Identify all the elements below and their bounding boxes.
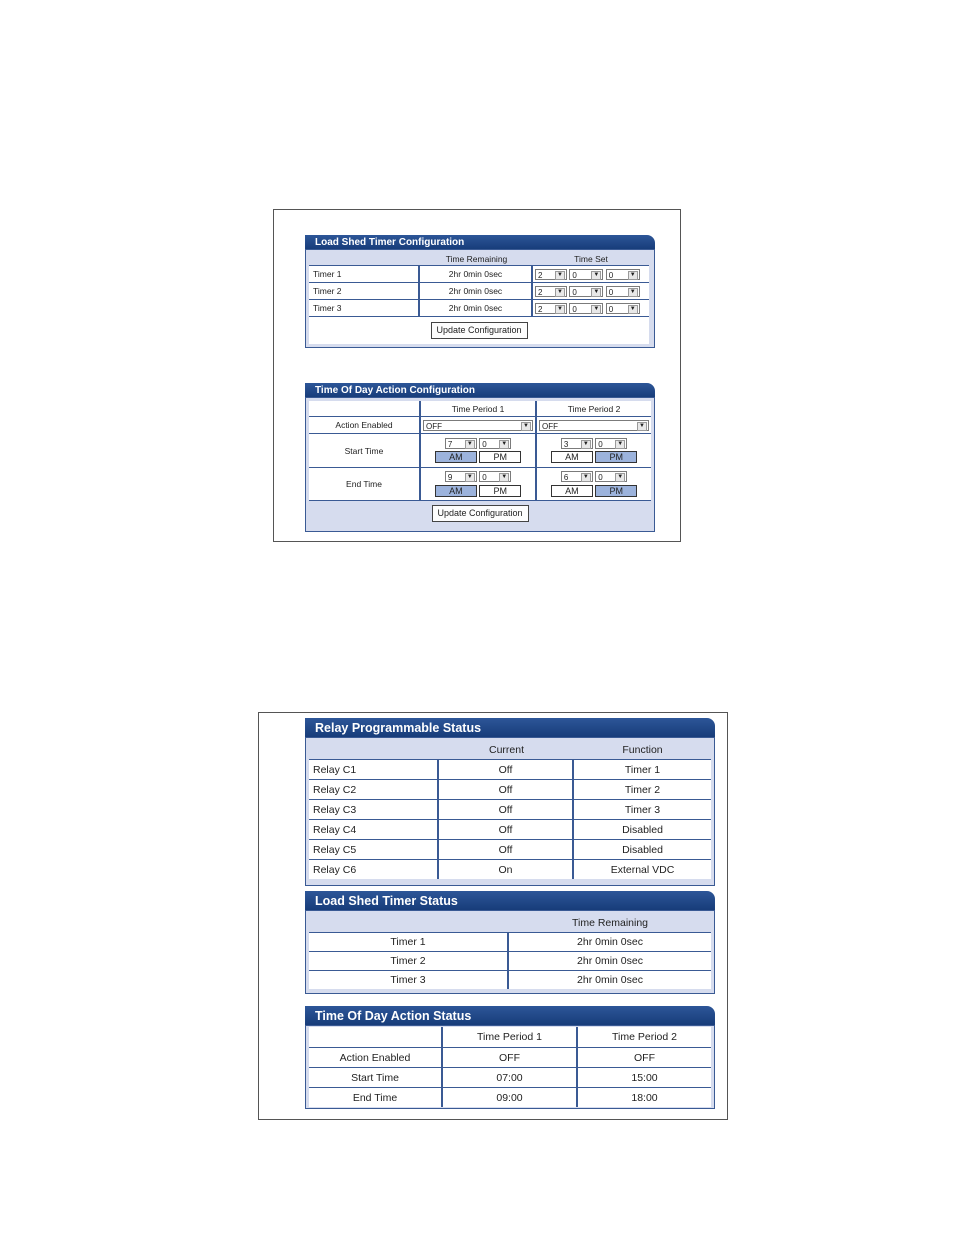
period2-end-am-button[interactable]: AM	[551, 485, 593, 497]
period2-start-hour-select[interactable]: 3 ▼	[561, 438, 593, 449]
table-row	[309, 819, 711, 839]
relay-function: Timer 1	[574, 759, 711, 779]
period1-value: OFF	[443, 1047, 578, 1067]
panel-title: Load Shed Timer Configuration	[305, 235, 655, 250]
row-label-action-enabled: Action Enabled	[309, 416, 421, 433]
panel-title: Load Shed Timer Status	[305, 891, 715, 911]
chevron-down-icon: ▼	[628, 271, 638, 280]
chevron-down-icon: ▼	[628, 288, 638, 297]
period1-end-pm-button[interactable]: PM	[479, 485, 521, 497]
chevron-down-icon: ▼	[499, 473, 509, 482]
relay-function: Timer 2	[574, 779, 711, 799]
relay-label: Relay C1	[309, 759, 439, 779]
table-row	[309, 759, 711, 779]
table-row	[309, 265, 649, 282]
table-row	[309, 1087, 711, 1107]
chevron-down-icon: ▼	[555, 305, 565, 314]
period1-start-hour-select[interactable]: 7 ▼	[445, 438, 477, 449]
timer-remaining: 2hr 0min 0sec	[420, 299, 533, 316]
period1-start-minute-select[interactable]: 0 ▼	[479, 438, 511, 449]
col-current: Current	[488, 744, 524, 756]
chevron-down-icon: ▼	[591, 288, 601, 297]
table-row	[309, 839, 711, 859]
relay-current: Off	[439, 799, 574, 819]
relay-label: Relay C4	[309, 819, 439, 839]
load-shed-timer-status-panel	[305, 891, 715, 994]
relay-label: Relay C3	[309, 799, 439, 819]
table-row	[309, 1047, 711, 1067]
table-row	[309, 467, 651, 500]
table-row	[309, 433, 651, 467]
table-row	[309, 416, 651, 433]
chevron-down-icon: ▼	[555, 288, 565, 297]
relay-label: Relay C2	[309, 779, 439, 799]
relay-current: Off	[439, 839, 574, 859]
table-row	[309, 282, 649, 299]
relay-current: Off	[439, 759, 574, 779]
period1-value: 09:00	[443, 1087, 578, 1107]
col-time-period-2: Time Period 2	[578, 1027, 711, 1047]
relay-status-panel	[305, 718, 715, 886]
timer2-hours-select[interactable]: 2 ▼	[535, 286, 567, 297]
chevron-down-icon: ▼	[591, 271, 601, 280]
update-configuration-button[interactable]: Update Configuration	[432, 505, 529, 522]
period2-start-minute-select[interactable]: 0 ▼	[595, 438, 627, 449]
relay-current: Off	[439, 779, 574, 799]
timer-remaining: 2hr 0min 0sec	[509, 970, 711, 989]
tod-action-config-panel	[305, 383, 655, 532]
period1-end-am-button[interactable]: AM	[435, 485, 477, 497]
period2-value: 18:00	[578, 1087, 711, 1107]
timer-remaining: 2hr 0min 0sec	[420, 265, 533, 282]
col-time-set: Time Set	[574, 253, 608, 264]
row-label: Start Time	[309, 1067, 443, 1087]
period1-end-minute-select[interactable]: 0 ▼	[479, 471, 511, 482]
col-time-period-1: Time Period 1	[421, 401, 537, 416]
chevron-down-icon: ▼	[465, 440, 475, 449]
period2-value: OFF	[578, 1047, 711, 1067]
chevron-down-icon: ▼	[615, 440, 625, 449]
period1-value: 07:00	[443, 1067, 578, 1087]
period2-start-pm-button[interactable]: PM	[595, 451, 637, 463]
panel-title: Time Of Day Action Status	[305, 1006, 715, 1026]
period2-end-pm-button[interactable]: PM	[595, 485, 637, 497]
timer-config-table	[309, 252, 649, 344]
chevron-down-icon: ▼	[591, 305, 601, 314]
relay-label: Relay C6	[309, 859, 439, 879]
chevron-down-icon: ▼	[581, 473, 591, 482]
chevron-down-icon: ▼	[637, 422, 647, 431]
tod-status-table	[309, 1027, 711, 1107]
timer3-hours-select[interactable]: 2 ▼	[535, 303, 567, 314]
timer-label: Timer 1	[309, 265, 420, 282]
chevron-down-icon: ▼	[615, 473, 625, 482]
relay-function: Disabled	[574, 839, 711, 859]
timer1-minutes-select[interactable]: 0 ▼	[569, 269, 603, 280]
col-function: Function	[622, 744, 663, 756]
col-time-remaining: Time Remaining	[571, 917, 649, 929]
status-screenshot-frame	[258, 712, 728, 1120]
update-configuration-button[interactable]: Update Configuration	[431, 322, 528, 339]
relay-current: Off	[439, 819, 574, 839]
relay-label: Relay C5	[309, 839, 439, 859]
tod-config-table	[309, 401, 651, 526]
timer-remaining: 2hr 0min 0sec	[509, 932, 711, 951]
table-row	[309, 1067, 711, 1087]
tod-action-status-panel	[305, 1006, 715, 1109]
period1-action-select[interactable]: OFF ▼	[423, 420, 533, 431]
chevron-down-icon: ▼	[555, 271, 565, 280]
period2-end-minute-select[interactable]: 0 ▼	[595, 471, 627, 482]
timer2-minutes-select[interactable]: 0 ▼	[569, 286, 603, 297]
row-label-start-time: Start Time	[309, 433, 421, 467]
load-shed-timer-config-panel	[305, 235, 655, 348]
row-label: End Time	[309, 1087, 443, 1107]
timer3-minutes-select[interactable]: 0 ▼	[569, 303, 603, 314]
table-row	[309, 299, 649, 316]
period2-value: 15:00	[578, 1067, 711, 1087]
period1-start-am-button[interactable]: AM	[435, 451, 477, 463]
period1-start-pm-button[interactable]: PM	[479, 451, 521, 463]
chevron-down-icon: ▼	[628, 305, 638, 314]
period1-end-hour-select[interactable]: 9 ▼	[445, 471, 477, 482]
period2-action-select[interactable]: OFF ▼	[539, 420, 649, 431]
timer-label: Timer 2	[309, 282, 420, 299]
relay-current: On	[439, 859, 574, 879]
relay-function: Disabled	[574, 819, 711, 839]
relay-function: Timer 3	[574, 799, 711, 819]
table-row	[309, 859, 711, 879]
config-screenshot-frame	[273, 209, 681, 542]
timer-status-table	[309, 914, 711, 989]
timer2-seconds-select[interactable]: 0 ▼	[606, 286, 640, 297]
panel-title: Relay Programmable Status	[305, 718, 715, 738]
table-row	[309, 799, 711, 819]
table-row	[309, 951, 711, 970]
period2-end-hour-select[interactable]: 6 ▼	[561, 471, 593, 482]
col-time-remaining: Time Remaining	[445, 253, 508, 264]
relay-status-table	[309, 741, 711, 879]
table-row	[309, 970, 711, 989]
row-label: Action Enabled	[309, 1047, 443, 1067]
timer1-seconds-select[interactable]: 0 ▼	[606, 269, 640, 280]
timer-label: Timer 1	[309, 932, 509, 951]
chevron-down-icon: ▼	[499, 440, 509, 449]
timer3-seconds-select[interactable]: 0 ▼	[606, 303, 640, 314]
panel-title: Time Of Day Action Configuration	[305, 383, 655, 398]
chevron-down-icon: ▼	[581, 440, 591, 449]
col-time-period-1: Time Period 1	[443, 1027, 578, 1047]
period2-start-am-button[interactable]: AM	[551, 451, 593, 463]
timer1-hours-select[interactable]: 2 ▼	[535, 269, 567, 280]
table-row	[309, 779, 711, 799]
col-time-period-2: Time Period 2	[537, 401, 651, 416]
chevron-down-icon: ▼	[465, 473, 475, 482]
row-label-end-time: End Time	[309, 467, 421, 500]
timer-label: Timer 3	[309, 299, 420, 316]
table-row	[309, 932, 711, 951]
timer-remaining: 2hr 0min 0sec	[509, 951, 711, 970]
timer-label: Timer 3	[309, 970, 509, 989]
chevron-down-icon: ▼	[521, 422, 531, 431]
timer-remaining: 2hr 0min 0sec	[420, 282, 533, 299]
timer-label: Timer 2	[309, 951, 509, 970]
relay-function: External VDC	[574, 859, 711, 879]
